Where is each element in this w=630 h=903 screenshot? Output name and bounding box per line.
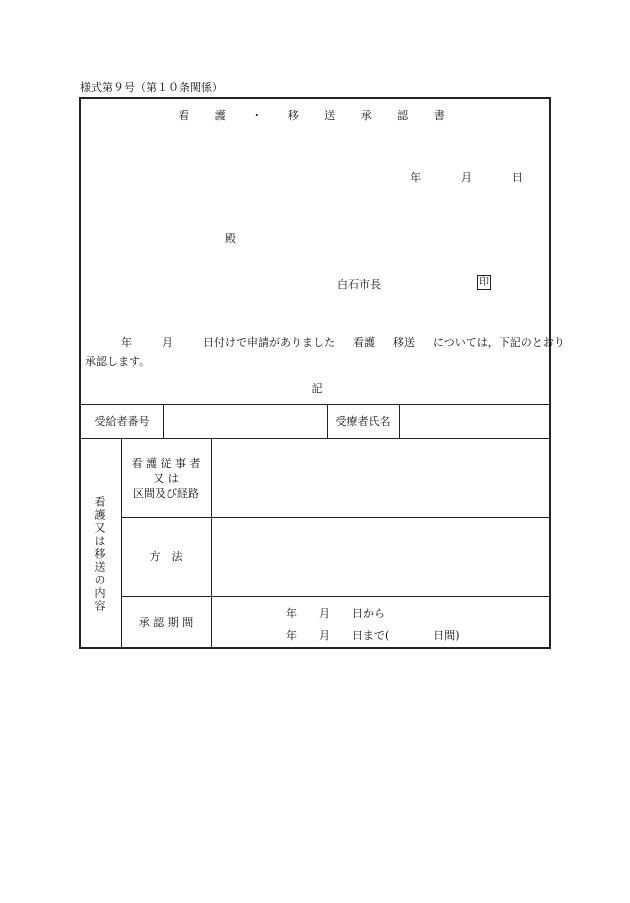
- recipient-number-label: 受給者番号: [94, 415, 150, 428]
- section-label: 看護又は移送の内容: [93, 495, 106, 613]
- period-from[interactable]: 年 月 日から: [286, 607, 385, 620]
- method-field[interactable]: [212, 519, 549, 595]
- patient-name-label: 受療者氏名: [335, 415, 391, 428]
- addressee-suffix: 殿: [225, 232, 236, 245]
- patient-name-field[interactable]: [400, 406, 549, 436]
- form-number: 様式第９号（第１０条関係）: [80, 81, 223, 94]
- issuer-name: 白石市長: [337, 278, 381, 291]
- date-year: 年: [410, 171, 421, 184]
- table-top-border: [81, 404, 549, 405]
- approval-form: [79, 97, 565, 649]
- nurse-route-label: 看 護 従 事 者 又 は 区間及び経路: [131, 457, 201, 500]
- period-to[interactable]: 年 月 日まで( 日間): [286, 629, 460, 642]
- row-divider: [121, 517, 549, 518]
- row-divider: [121, 596, 549, 597]
- seal-mark: 印: [479, 277, 489, 288]
- body-text-line-2: 承認します。: [85, 355, 151, 368]
- period-label: 承 認 期 間: [138, 616, 194, 629]
- recipient-number-field[interactable]: [164, 406, 326, 436]
- method-label: 方 法: [149, 550, 183, 563]
- document-title: 看 護 ・ 移 送 承 認 書: [178, 109, 456, 122]
- row-divider: [81, 438, 549, 439]
- issue-date: [410, 169, 523, 185]
- body-text-line-1: 年 月 日付けで申請がありました 看護 移送 については，下記のとおり: [121, 336, 565, 349]
- date-month: 月: [461, 171, 472, 184]
- ki-heading: 記: [311, 382, 323, 395]
- date-day: 日: [512, 171, 523, 184]
- nurse-route-field[interactable]: [212, 440, 549, 516]
